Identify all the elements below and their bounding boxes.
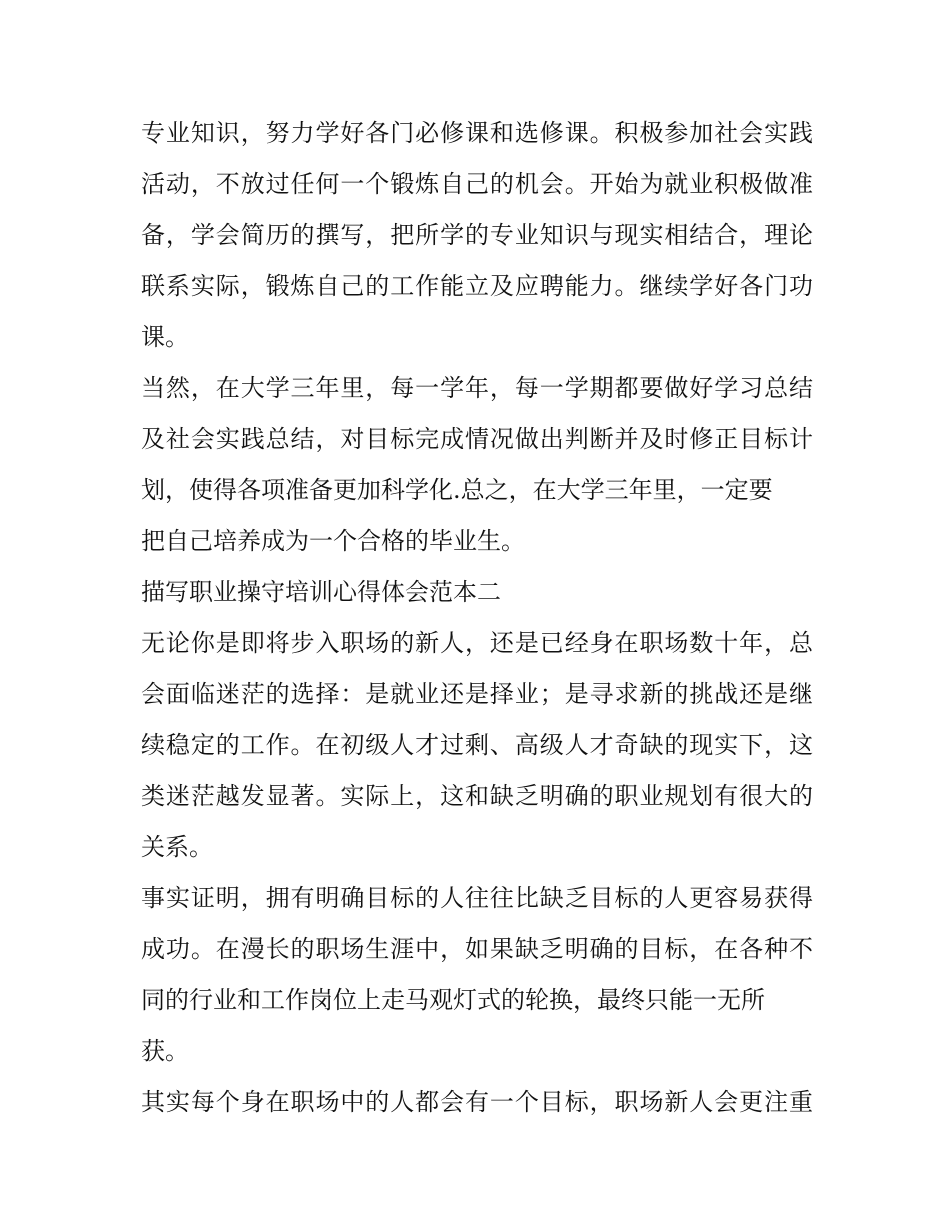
text-line: 及社会实践总结，对目标完成情况做出判断并及时修正目标计 <box>141 425 813 453</box>
text-line: 会面临迷茫的选择：是就业还是择业；是寻求新的挑战还是继 <box>141 680 813 708</box>
text-line: 关系。 <box>141 833 213 861</box>
text-line: 专业知识，努力学好各门必修课和选修课。积极参加社会实践 <box>141 119 813 147</box>
text-line: 划，使得各项准备更加科学化.总之，在大学三年里，一定要 <box>141 476 773 504</box>
text-line: 续稳定的工作。在初级人才过剩、高级人才奇缺的现实下，这 <box>141 731 813 759</box>
text-line: 联系实际，锻炼自己的工作能立及应聘能力。继续学好各门功 <box>141 272 813 300</box>
text-line: 类迷茫越发显著。实际上，这和缺乏明确的职业规划有很大的 <box>141 782 813 810</box>
document-body <box>141 108 813 1128</box>
text-line: 获。 <box>141 1037 189 1065</box>
text-line: 事实证明，拥有明确目标的人往往比缺乏目标的人更容易获得 <box>141 884 813 912</box>
section-heading: 描写职业操守培训心得体会范本二 <box>141 578 501 606</box>
text-line: 当然，在大学三年里，每一学年，每一学期都要做好学习总结 <box>141 374 813 402</box>
text-line: 把自己培养成为一个合格的毕业生。 <box>141 527 525 555</box>
text-line: 无论你是即将步入职场的新人，还是已经身在职场数十年，总 <box>141 629 813 657</box>
text-line: 同的行业和工作岗位上走马观灯式的轮换，最终只能一无所 <box>141 986 765 1014</box>
text-line: 成功。在漫长的职场生涯中，如果缺乏明确的目标，在各种不 <box>141 935 813 963</box>
text-line: 课。 <box>141 323 189 351</box>
text-line: 备，学会简历的撰写，把所学的专业知识与现实相结合，理论 <box>141 221 813 249</box>
text-line: 活动，不放过任何一个锻炼自己的机会。开始为就业积极做准 <box>141 170 813 198</box>
text-line: 其实每个身在职场中的人都会有一个目标，职场新人会更注重 <box>141 1088 813 1116</box>
